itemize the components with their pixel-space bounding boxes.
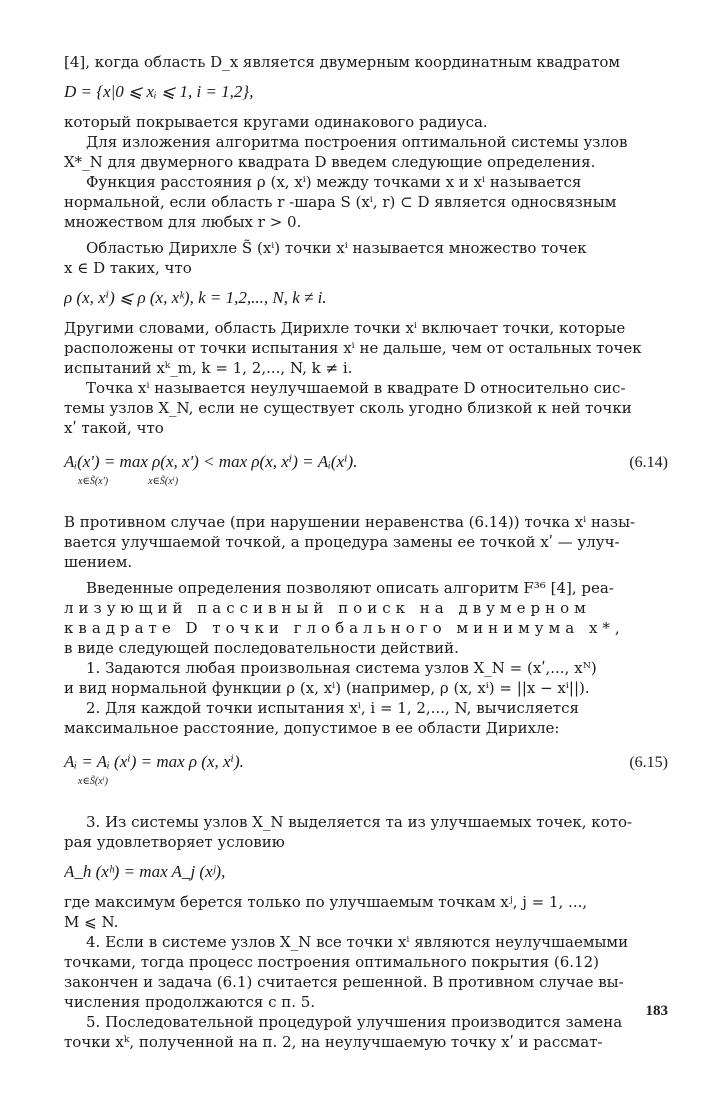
text-line: 2. Для каждой точки испытания xⁱ, i = 1, 2,..., N, вычисляется <box>86 699 579 717</box>
text-line: в виде следующей последовательности действий. <box>64 639 459 657</box>
text-line: точками, тогда процесс построения оптимального покрытия (6.12) <box>64 953 599 971</box>
equation-text: Aᵢ(xʹ) = max ρ(x, xʹ) < max ρ(x, xⁱ) = Aᵢ(xⁱ). <box>64 452 358 471</box>
equation-6-14 <box>64 450 668 494</box>
text-line: который покрывается кругами одинакового радиуса. <box>64 113 488 131</box>
text-line: испытаний xᵏ_m, k = 1, 2,..., N, k ≠ i. <box>64 359 353 377</box>
text-line: рая удовлетворяет условию <box>64 833 285 851</box>
text-line-spaced: лизующий пассивный поиск на двумерном <box>64 599 591 617</box>
text-line: xʹ такой, что <box>64 419 164 437</box>
equation-number: (6.15) <box>629 754 668 771</box>
text-line: темы узлов X_N, если не существует сколь угодно близкой к ней точки <box>64 399 632 417</box>
text-line: и вид нормальной функции ρ (x, xⁱ) (например, ρ (x, xⁱ) = ||x − xⁱ||). <box>64 679 590 697</box>
text-line: нормальной, если область r -шара S (xⁱ, r) ⊂ D является односвязным <box>64 193 617 211</box>
equation-number: (6.14) <box>629 454 668 471</box>
text-line: 5. Последовательной процедурой улучшения производится замена <box>86 1013 623 1031</box>
text-line: 4. Если в системе узлов X_N все точки xⁱ являются неулучшаемыми <box>86 933 629 951</box>
text-line: 3. Из системы узлов X_N выделяется та из улучшаемых точек, кото- <box>86 813 633 831</box>
text-line: Областью Дирихле S̃ (xⁱ) точки xⁱ называется множество точек <box>86 239 587 257</box>
equation-6-15 <box>64 750 668 794</box>
subscript-text: x∈S̃(xʹ) <box>78 476 109 487</box>
text-line: шением. <box>64 553 133 571</box>
text-line: где максимум берется только по улучшаемым точкам xʲ, j = 1, ..., <box>64 893 588 911</box>
text-line: вается улучшаемой точкой, а процедура замены ее точкой xʹ — улуч- <box>64 533 620 551</box>
text-line: Функция расстояния ρ (x, xⁱ) между точками x и xⁱ называется <box>86 173 582 191</box>
text-line-spaced: квадрате D точки глобального минимума x*, <box>64 619 625 637</box>
text-line: точки xᵏ, полученной на п. 2, на неулучшаемую точку xʹ и рассмат- <box>64 1033 603 1051</box>
text-line: Другими словами, область Дирихле точки xⁱ включает точки, которые <box>64 319 626 337</box>
text-line: [4], когда область D_x является двумерным координатным квадратом <box>64 53 621 71</box>
equation-text: Aᵢ = Aᵢ (xⁱ) = max ρ (x, xⁱ). <box>64 752 244 771</box>
text-line: Точка xⁱ называется неулучшаемой в квадрате D относительно сис- <box>86 379 626 397</box>
formula-max-condition: A_h (xʰ) = max A_j (xʲ), <box>64 862 226 881</box>
text-line: X*_N для двумерного квадрата D введем следующие определения. <box>64 153 596 171</box>
formula-dirichlet-condition: ρ (x, xⁱ) ⩽ ρ (x, xᵏ), k = 1,2,..., N, k ≠ i. <box>64 288 327 307</box>
equation-body <box>64 450 357 494</box>
text-line: максимальное расстояние, допустимое в ее области Дирихле: <box>64 719 560 737</box>
text-line: закончен и задача (6.1) считается решенной. В противном случае вы- <box>64 973 624 991</box>
max-subscript-left <box>64 470 357 494</box>
text-line: Введенные определения позволяют описать алгоритм F³⁶ [4], реа- <box>86 579 614 597</box>
equation-body <box>64 750 244 794</box>
subscript-text: x∈S̃(xⁱ) <box>148 476 179 487</box>
text-line: Для изложения алгоритма построения оптимальной системы узлов <box>86 133 628 151</box>
text-line: x ∈ D таких, что <box>64 259 192 277</box>
max-subscript: x∈S̃(xⁱ) <box>78 776 108 787</box>
text-line: множеством для любых r > 0. <box>64 213 302 231</box>
formula-square-definition: D = {x|0 ⩽ xᵢ ⩽ 1, i = 1,2}, <box>64 82 254 101</box>
text-line: В противном случае (при нарушении неравенства (6.14)) точка xⁱ назы- <box>64 513 636 531</box>
text-line: числения продолжаются с п. 5. <box>64 993 316 1011</box>
text-line: M ⩽ N. <box>64 913 119 931</box>
text-line: 1. Задаются любая произвольная система узлов X_N = (xʹ,..., xᴺ) <box>86 659 597 677</box>
text-line: расположены от точки испытания xⁱ не дальше, чем от остальных точек <box>64 339 642 357</box>
page-number: 183 <box>645 1003 668 1019</box>
